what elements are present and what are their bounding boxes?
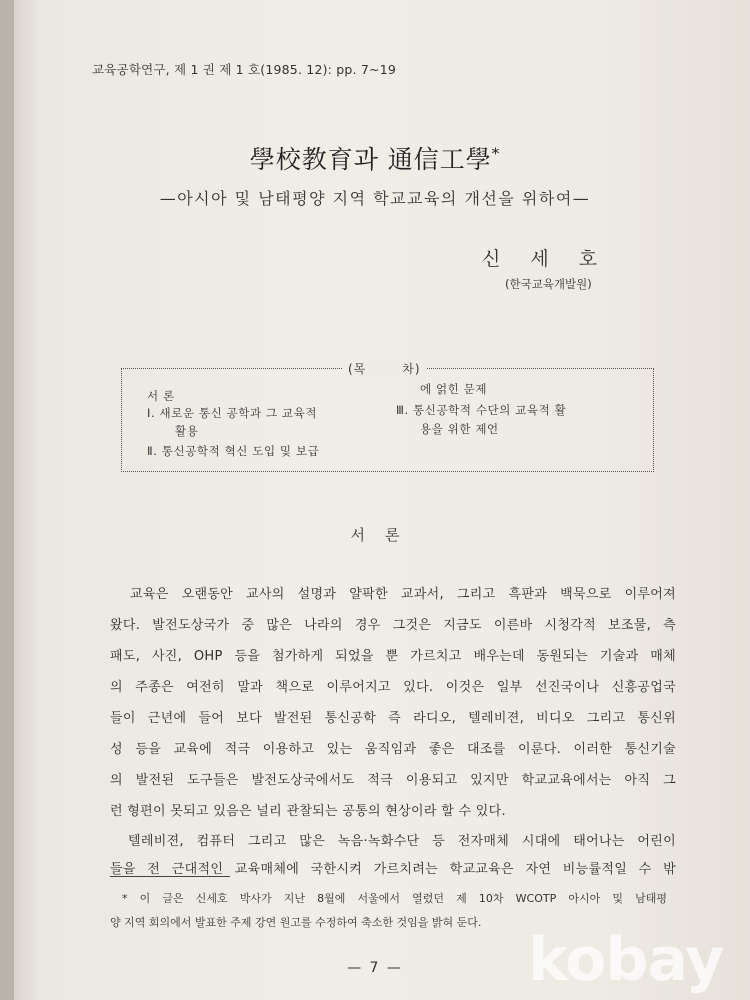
toc-label (342, 360, 427, 377)
body-line: 들이 근년에 들어 보다 발전된 통신공학 즉 라디오, 텔레비젼, 비디오 그리고 통신위 (110, 711, 676, 726)
toc-item-3: Ⅲ. 통신공학적 수단의 교육적 활 (396, 403, 567, 417)
toc-item-intro: 서 론 (147, 389, 175, 403)
body-line: 교육은 오랜동안 교사의 설명과 얄팍한 교과서, 그리고 흑판과 백묵으로 이루어져 (130, 587, 676, 602)
toc-label-right: 차) (402, 362, 421, 376)
toc-item-1: Ⅰ. 새로운 통신 공학과 그 교육적 (147, 406, 318, 420)
toc-label-left: (목 (348, 362, 367, 376)
toc-item-2-cont: 에 얽힌 문제 (420, 382, 488, 396)
body-line: 런 형편이 못되고 있음은 널리 관찰되는 공통의 현상이라 할 수 있다. (110, 804, 506, 819)
body-line: 왔다. 발전도상국가 중 많은 나라의 경우 그것은 지금도 이른바 시청각적 보조물, 측 (110, 618, 676, 633)
paper-title (0, 140, 750, 176)
body-line: 성 등을 교육에 적극 이용하고 있는 움직임과 좋은 대조를 이룬다. 이러한 통신기술 (110, 742, 676, 757)
toc-item-1-cont: 활용 (175, 424, 199, 438)
paper-subtitle: —아시아 및 남태평양 지역 학교교육의 개선을 위하여— (159, 189, 591, 208)
title-text: 學校教育과 通信工學 (249, 145, 492, 174)
title-footnote-mark: * (491, 144, 501, 163)
body-line: 패도, 사진, OHP 등을 첨가하게 되었을 뿐 가르치고 배우는데 동원되는 기술과 매체 (110, 649, 676, 664)
body-line: 의 주종은 여전히 말과 책으로 이루어지고 있다. 이것은 일부 선진국이나 신흥공업국 (110, 680, 676, 695)
footnote-line: 양 지역 회의에서 발표한 주제 강연 원고를 수정하여 축소한 것임을 밝혀 둔다. (110, 916, 482, 929)
page-number: — 7 — (347, 960, 403, 976)
body-line: 들을 전 근대적인 교육매체에 국한시켜 가르치려는 학교교육은 자연 비능률적일 수 밖 (110, 862, 676, 877)
body-line: 의 발전된 도구들은 발전도상국에서도 적극 이용되고 있지만 학교교육에서는 아직 그 (110, 773, 676, 788)
toc-item-2: Ⅱ. 통신공학적 혁신 도입 및 보급 (147, 444, 320, 458)
toc-item-3-cont: 용을 위한 제언 (420, 422, 499, 436)
watermark-logo: kobay (528, 925, 724, 995)
author-affiliation: (한국교육개발원) (505, 277, 592, 291)
footnote-line: * 이 글은 신세호 박사가 지난 8월에 서울에서 열렸던 제 10차 WCOTP 아시아 및 남태평 (122, 892, 667, 905)
journal-header: 교육공학연구, 제 1 권 제 1 호(1985. 12): pp. 7~19 (92, 62, 397, 77)
section-title-intro: 서론 (350, 526, 420, 544)
body-line: 텔레비젼, 컴퓨터 그리고 많은 녹음·녹화수단 등 전자매체 시대에 태어나는 어린이 (128, 834, 676, 849)
author-name: 신세호 (482, 248, 628, 270)
footnote-rule (110, 876, 230, 877)
